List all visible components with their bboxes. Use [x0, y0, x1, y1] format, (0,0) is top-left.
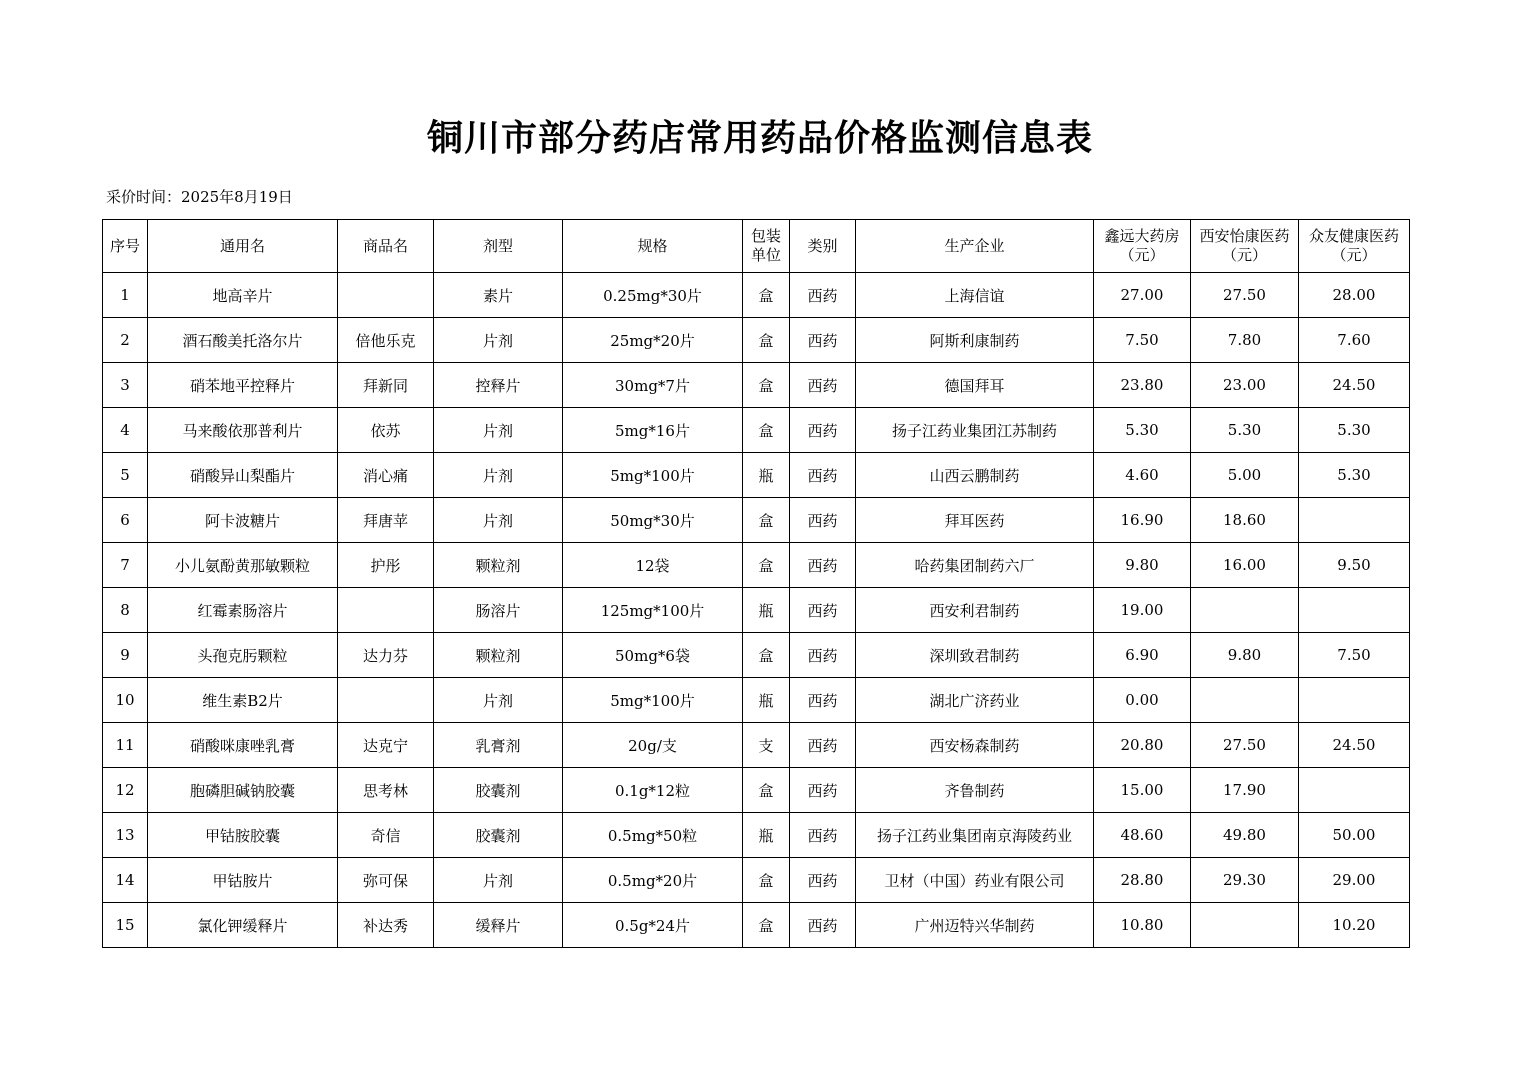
- cell-generic-name: 地高辛片: [148, 273, 338, 318]
- cell-manufacturer: 扬子江药业集团南京海陵药业: [856, 813, 1094, 858]
- header-store2-line2: （元）: [1221, 246, 1267, 264]
- header-unit-line1: 包装: [750, 227, 781, 245]
- cell-price-store1: 15.00: [1094, 768, 1191, 813]
- header-store1-line1: 鑫远大药房: [1104, 227, 1180, 245]
- header-spec: 规格: [563, 220, 743, 273]
- cell-price-store3: [1299, 588, 1410, 633]
- cell-manufacturer: 卫材（中国）药业有限公司: [856, 858, 1094, 903]
- cell-dosage-form: 控释片: [434, 363, 563, 408]
- cell-spec: 0.5g*24片: [563, 903, 743, 948]
- cell-unit: 盒: [743, 363, 790, 408]
- cell-unit: 盒: [743, 498, 790, 543]
- cell-brand-name: 拜唐苹: [338, 498, 434, 543]
- cell-unit: 盒: [743, 858, 790, 903]
- cell-price-store3: 7.50: [1299, 633, 1410, 678]
- cell-spec: 5mg*16片: [563, 408, 743, 453]
- cell-price-store2: [1191, 678, 1299, 723]
- cell-category: 西药: [790, 768, 856, 813]
- cell-generic-name: 胞磷胆碱钠胶囊: [148, 768, 338, 813]
- cell-generic-name: 酒石酸美托洛尔片: [148, 318, 338, 363]
- cell-price-store3: 29.00: [1299, 858, 1410, 903]
- cell-price-store2: 5.30: [1191, 408, 1299, 453]
- cell-generic-name: 头孢克肟颗粒: [148, 633, 338, 678]
- cell-price-store1: 28.80: [1094, 858, 1191, 903]
- cell-category: 西药: [790, 723, 856, 768]
- cell-generic-name: 氯化钾缓释片: [148, 903, 338, 948]
- header-store1-line2: （元）: [1119, 246, 1165, 264]
- cell-spec: 5mg*100片: [563, 453, 743, 498]
- survey-date: 采价时间：2025年8月19日: [106, 188, 293, 206]
- header-unit-line2: 单位: [750, 246, 781, 264]
- cell-category: 西药: [790, 858, 856, 903]
- table-row: [103, 453, 1410, 498]
- cell-spec: 25mg*20片: [563, 318, 743, 363]
- cell-unit: 瓶: [743, 453, 790, 498]
- header-category: 类别: [790, 220, 856, 273]
- cell-price-store2: [1191, 588, 1299, 633]
- cell-price-store2: 27.50: [1191, 723, 1299, 768]
- cell-category: 西药: [790, 273, 856, 318]
- cell-generic-name: 小儿氨酚黄那敏颗粒: [148, 543, 338, 588]
- cell-unit: 盒: [743, 903, 790, 948]
- cell-seq: 10: [103, 678, 148, 723]
- cell-brand-name: 护彤: [338, 543, 434, 588]
- cell-price-store1: 5.30: [1094, 408, 1191, 453]
- cell-brand-name: 拜新同: [338, 363, 434, 408]
- cell-seq: 7: [103, 543, 148, 588]
- cell-unit: 盒: [743, 633, 790, 678]
- cell-dosage-form: 颗粒剂: [434, 633, 563, 678]
- cell-category: 西药: [790, 498, 856, 543]
- cell-generic-name: 硝酸咪康唑乳膏: [148, 723, 338, 768]
- cell-dosage-form: 片剂: [434, 318, 563, 363]
- cell-price-store1: 27.00: [1094, 273, 1191, 318]
- price-table: [102, 219, 1410, 948]
- cell-seq: 9: [103, 633, 148, 678]
- cell-price-store3: 7.60: [1299, 318, 1410, 363]
- cell-spec: 20g/支: [563, 723, 743, 768]
- cell-brand-name: [338, 678, 434, 723]
- cell-dosage-form: 片剂: [434, 498, 563, 543]
- cell-generic-name: 红霉素肠溶片: [148, 588, 338, 633]
- cell-spec: 0.1g*12粒: [563, 768, 743, 813]
- cell-spec: 0.25mg*30片: [563, 273, 743, 318]
- cell-price-store1: 19.00: [1094, 588, 1191, 633]
- cell-price-store3: 24.50: [1299, 363, 1410, 408]
- cell-category: 西药: [790, 453, 856, 498]
- table-row: [103, 633, 1410, 678]
- cell-price-store3: [1299, 498, 1410, 543]
- cell-brand-name: 奇信: [338, 813, 434, 858]
- cell-price-store2: 16.00: [1191, 543, 1299, 588]
- cell-seq: 15: [103, 903, 148, 948]
- table-row: [103, 408, 1410, 453]
- cell-unit: 支: [743, 723, 790, 768]
- cell-seq: 8: [103, 588, 148, 633]
- cell-manufacturer: 扬子江药业集团江苏制药: [856, 408, 1094, 453]
- cell-generic-name: 马来酸依那普利片: [148, 408, 338, 453]
- cell-price-store1: 20.80: [1094, 723, 1191, 768]
- cell-category: 西药: [790, 813, 856, 858]
- cell-price-store2: 5.00: [1191, 453, 1299, 498]
- cell-dosage-form: 胶囊剂: [434, 768, 563, 813]
- cell-dosage-form: 片剂: [434, 453, 563, 498]
- cell-category: 西药: [790, 408, 856, 453]
- cell-price-store2: 7.80: [1191, 318, 1299, 363]
- cell-spec: 30mg*7片: [563, 363, 743, 408]
- table-body: [103, 273, 1410, 948]
- table-row: [103, 543, 1410, 588]
- cell-price-store1: 10.80: [1094, 903, 1191, 948]
- cell-generic-name: 甲钴胺片: [148, 858, 338, 903]
- cell-brand-name: 消心痛: [338, 453, 434, 498]
- table-row: [103, 723, 1410, 768]
- cell-unit: 盒: [743, 543, 790, 588]
- cell-seq: 11: [103, 723, 148, 768]
- table-row: [103, 498, 1410, 543]
- cell-seq: 6: [103, 498, 148, 543]
- cell-manufacturer: 阿斯利康制药: [856, 318, 1094, 363]
- header-store3: [1299, 220, 1410, 273]
- table-row: [103, 363, 1410, 408]
- page-title: 铜川市部分药店常用药品价格监测信息表: [426, 117, 1093, 159]
- cell-dosage-form: 缓释片: [434, 903, 563, 948]
- header-generic-name: 通用名: [148, 220, 338, 273]
- cell-category: 西药: [790, 588, 856, 633]
- cell-category: 西药: [790, 633, 856, 678]
- table-row: [103, 318, 1410, 363]
- cell-price-store2: 49.80: [1191, 813, 1299, 858]
- cell-price-store1: 4.60: [1094, 453, 1191, 498]
- header-store1: [1094, 220, 1191, 273]
- cell-price-store2: 29.30: [1191, 858, 1299, 903]
- cell-price-store3: 5.30: [1299, 408, 1410, 453]
- header-unit: [743, 220, 790, 273]
- table-row: [103, 588, 1410, 633]
- cell-dosage-form: 肠溶片: [434, 588, 563, 633]
- cell-generic-name: 甲钴胺胶囊: [148, 813, 338, 858]
- cell-unit: 瓶: [743, 588, 790, 633]
- cell-price-store3: 24.50: [1299, 723, 1410, 768]
- cell-price-store2: 27.50: [1191, 273, 1299, 318]
- cell-unit: 盒: [743, 273, 790, 318]
- cell-seq: 12: [103, 768, 148, 813]
- cell-manufacturer: 德国拜耳: [856, 363, 1094, 408]
- cell-seq: 5: [103, 453, 148, 498]
- header-manufacturer: 生产企业: [856, 220, 1094, 273]
- cell-price-store3: [1299, 768, 1410, 813]
- cell-brand-name: 达力芬: [338, 633, 434, 678]
- header-seq: 序号: [103, 220, 148, 273]
- cell-generic-name: 硝苯地平控释片: [148, 363, 338, 408]
- cell-brand-name: 倍他乐克: [338, 318, 434, 363]
- cell-price-store2: 17.90: [1191, 768, 1299, 813]
- cell-brand-name: 弥可保: [338, 858, 434, 903]
- table-row: [103, 813, 1410, 858]
- cell-price-store3: 10.20: [1299, 903, 1410, 948]
- cell-price-store1: 0.00: [1094, 678, 1191, 723]
- cell-manufacturer: 上海信谊: [856, 273, 1094, 318]
- cell-seq: 2: [103, 318, 148, 363]
- cell-unit: 瓶: [743, 678, 790, 723]
- cell-dosage-form: 素片: [434, 273, 563, 318]
- cell-spec: 50mg*6袋: [563, 633, 743, 678]
- cell-generic-name: 维生素B2片: [148, 678, 338, 723]
- cell-seq: 13: [103, 813, 148, 858]
- cell-dosage-form: 胶囊剂: [434, 813, 563, 858]
- cell-manufacturer: 山西云鹏制药: [856, 453, 1094, 498]
- cell-price-store3: 5.30: [1299, 453, 1410, 498]
- table-row: [103, 858, 1410, 903]
- table-row: [103, 678, 1410, 723]
- cell-dosage-form: 颗粒剂: [434, 543, 563, 588]
- cell-manufacturer: 西安杨森制药: [856, 723, 1094, 768]
- cell-price-store2: [1191, 903, 1299, 948]
- table-row: [103, 768, 1410, 813]
- cell-unit: 盒: [743, 408, 790, 453]
- cell-category: 西药: [790, 363, 856, 408]
- cell-price-store3: 50.00: [1299, 813, 1410, 858]
- cell-category: 西药: [790, 543, 856, 588]
- cell-price-store1: 9.80: [1094, 543, 1191, 588]
- cell-price-store1: 16.90: [1094, 498, 1191, 543]
- cell-brand-name: [338, 588, 434, 633]
- cell-manufacturer: 西安利君制药: [856, 588, 1094, 633]
- cell-price-store3: 28.00: [1299, 273, 1410, 318]
- table-row: [103, 903, 1410, 948]
- cell-category: 西药: [790, 318, 856, 363]
- cell-seq: 3: [103, 363, 148, 408]
- header-store2: [1191, 220, 1299, 273]
- cell-brand-name: 补达秀: [338, 903, 434, 948]
- cell-manufacturer: 深圳致君制药: [856, 633, 1094, 678]
- cell-category: 西药: [790, 903, 856, 948]
- cell-price-store1: 6.90: [1094, 633, 1191, 678]
- header-store3-line2: （元）: [1331, 246, 1377, 264]
- cell-dosage-form: 片剂: [434, 408, 563, 453]
- cell-seq: 4: [103, 408, 148, 453]
- cell-price-store3: 9.50: [1299, 543, 1410, 588]
- cell-manufacturer: 湖北广济药业: [856, 678, 1094, 723]
- cell-price-store2: 18.60: [1191, 498, 1299, 543]
- cell-seq: 1: [103, 273, 148, 318]
- cell-unit: 盒: [743, 318, 790, 363]
- cell-spec: 125mg*100片: [563, 588, 743, 633]
- cell-unit: 盒: [743, 768, 790, 813]
- cell-price-store1: 7.50: [1094, 318, 1191, 363]
- cell-spec: 0.5mg*50粒: [563, 813, 743, 858]
- cell-dosage-form: 片剂: [434, 858, 563, 903]
- cell-dosage-form: 乳膏剂: [434, 723, 563, 768]
- cell-price-store2: 9.80: [1191, 633, 1299, 678]
- cell-manufacturer: 广州迈特兴华制药: [856, 903, 1094, 948]
- cell-unit: 瓶: [743, 813, 790, 858]
- cell-manufacturer: 哈药集团制药六厂: [856, 543, 1094, 588]
- table-row: [103, 273, 1410, 318]
- cell-spec: 5mg*100片: [563, 678, 743, 723]
- header-store2-line1: 西安怡康医药: [1199, 227, 1290, 245]
- cell-brand-name: 依苏: [338, 408, 434, 453]
- cell-price-store1: 48.60: [1094, 813, 1191, 858]
- cell-price-store3: [1299, 678, 1410, 723]
- cell-brand-name: 思考林: [338, 768, 434, 813]
- cell-manufacturer: 齐鲁制药: [856, 768, 1094, 813]
- header-brand-name: 商品名: [338, 220, 434, 273]
- header-row: [103, 220, 1410, 273]
- cell-manufacturer: 拜耳医药: [856, 498, 1094, 543]
- cell-price-store1: 23.80: [1094, 363, 1191, 408]
- cell-generic-name: 阿卡波糖片: [148, 498, 338, 543]
- cell-spec: 50mg*30片: [563, 498, 743, 543]
- cell-spec: 12袋: [563, 543, 743, 588]
- cell-brand-name: 达克宁: [338, 723, 434, 768]
- header-dosage-form: 剂型: [434, 220, 563, 273]
- header-store3-line1: 众友健康医药: [1308, 227, 1399, 245]
- cell-spec: 0.5mg*20片: [563, 858, 743, 903]
- cell-brand-name: [338, 273, 434, 318]
- cell-generic-name: 硝酸异山梨酯片: [148, 453, 338, 498]
- cell-category: 西药: [790, 678, 856, 723]
- cell-seq: 14: [103, 858, 148, 903]
- cell-dosage-form: 片剂: [434, 678, 563, 723]
- cell-price-store2: 23.00: [1191, 363, 1299, 408]
